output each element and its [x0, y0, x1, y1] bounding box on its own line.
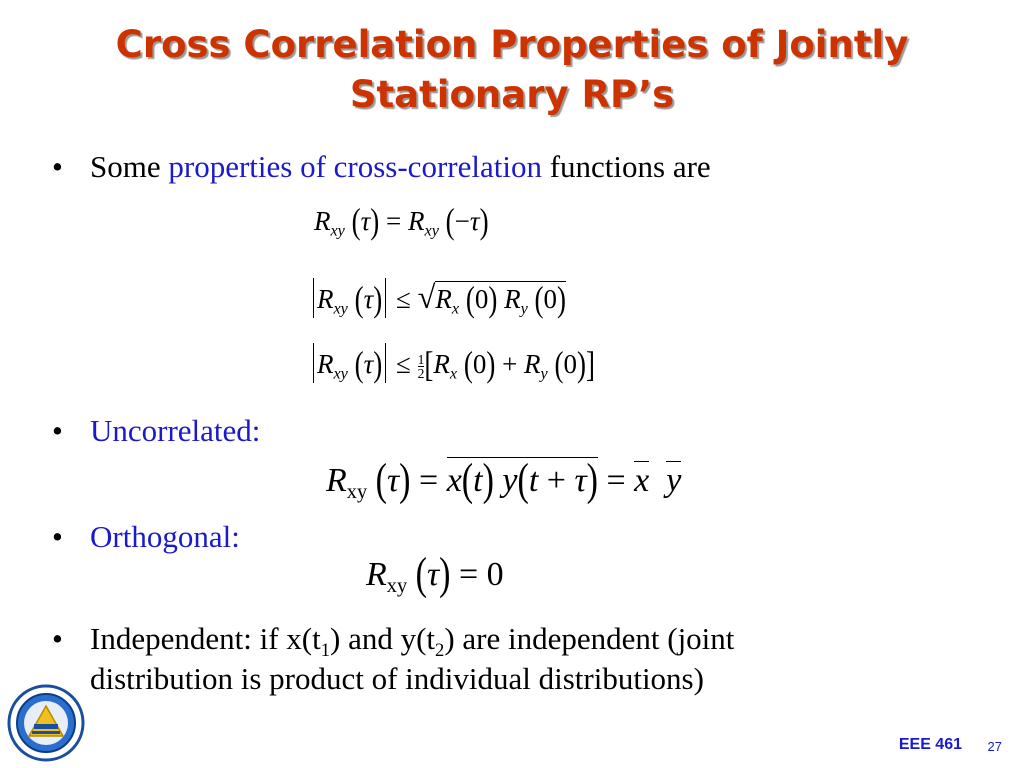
slide-title-line2: Stationary RP’s — [349, 73, 675, 116]
bullet-uncorrelated-text: Uncorrelated: — [90, 413, 261, 448]
university-seal-icon — [3, 684, 89, 762]
bullet-orthogonal-text: Orthogonal: — [90, 519, 240, 554]
bullet-independent-line1: Independent: if $x(t_1)$ and $y(t_2)$ are independent (joint — [90, 621, 735, 662]
bullet-highlight-text: properties of cross-correlation — [168, 149, 542, 184]
bullet-independent-line2: distribution is product of individual distributions) — [90, 661, 704, 696]
page-number: 27 — [987, 739, 1002, 754]
bullet-dot: • — [52, 413, 63, 448]
bullet-dot: • — [52, 149, 63, 184]
slide-title — [0, 20, 1024, 120]
equation-symmetry: $R_{xy}$ $(\tau) = R_{xy}$ (−τ) — [314, 200, 489, 242]
equation-orthogonal: $R_{xy}$ (τ) = 0 — [366, 549, 504, 600]
equation-uncorrelated: $R_{xy}$ (τ) = x(t) y(t + τ) = x y — [326, 455, 682, 506]
bullet-lead-text: Some — [90, 149, 169, 184]
equation-mean-bound: $R_{xy}$ (τ) ≤ $\frac{1}{2}$ [$R_x$ $(0) + R_y$ (0)] — [310, 343, 595, 384]
bullet-dot: • — [52, 519, 63, 554]
bullet-tail-text: functions are — [541, 149, 711, 184]
equation-sqrt-bound: $R_{xy}$ $(\tau) \le √R_x$ (0) $R_y$ (0) — [310, 278, 566, 319]
bullet-dot: • — [52, 621, 63, 656]
footer-course: EEE 461 — [898, 736, 962, 753]
slide-title-line1: Cross Correlation Properties of Jointly — [115, 23, 909, 66]
